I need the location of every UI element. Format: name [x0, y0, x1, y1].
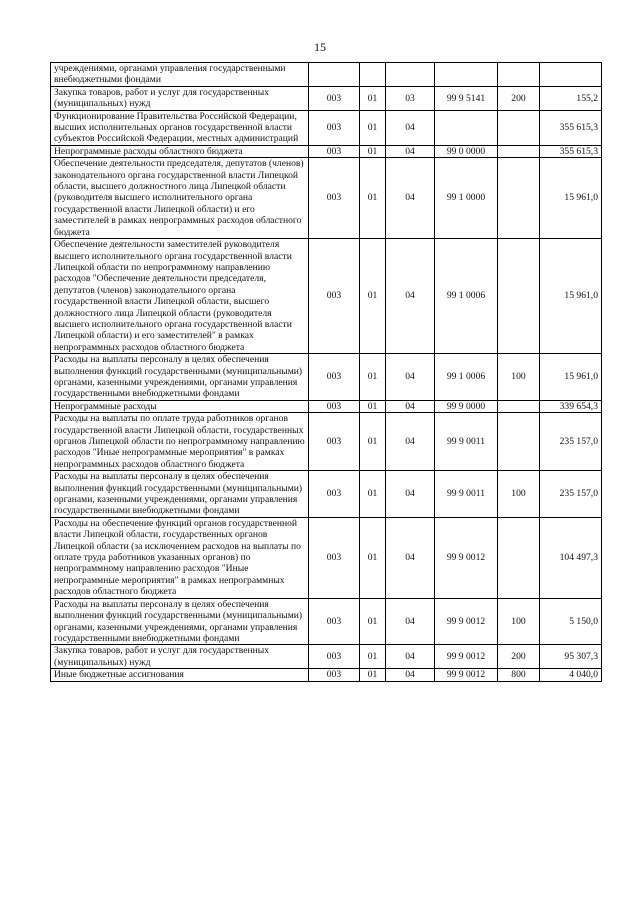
section-code-cell: 01	[360, 598, 386, 645]
subsection-code-cell: 04	[386, 400, 435, 412]
subsection-code-cell: 03	[386, 86, 435, 110]
table-row	[51, 86, 602, 110]
expense-type-cell: 800	[498, 669, 540, 681]
row-name-cell: Непрограммные расходы	[51, 400, 309, 412]
row-name-cell: Расходы на выплаты персоналу в целях обеспечения выполнения функций государственными (муниципальными) органами, казенными учреждениями, органами управления государственными внебюджетными фондами	[51, 471, 309, 518]
section-code-cell: 01	[360, 145, 386, 157]
row-name-cell: Закупка товаров, работ и услуг для государственных (муниципальных) нужд	[51, 645, 309, 669]
budget-table-body	[51, 63, 602, 682]
amount-cell: 15 961,0	[540, 354, 602, 401]
section-code-cell	[360, 63, 386, 87]
subsection-code-cell: 04	[386, 145, 435, 157]
section-code-cell: 01	[360, 239, 386, 354]
ministry-code-cell: 003	[309, 354, 360, 401]
target-article-cell: 99 9 5141	[435, 86, 498, 110]
table-row	[51, 645, 602, 669]
row-name-cell: Расходы на выплаты персоналу в целях обеспечения выполнения функций государственными (муниципальными) органами, казенными учреждениями, органами управления государственными внебюджетными фондами	[51, 598, 309, 645]
table-row	[51, 400, 602, 412]
amount-cell: 95 307,3	[540, 645, 602, 669]
expense-type-cell	[498, 517, 540, 598]
section-code-cell: 01	[360, 158, 386, 239]
subsection-code-cell: 04	[386, 471, 435, 518]
ministry-code-cell: 003	[309, 239, 360, 354]
expense-type-cell	[498, 110, 540, 145]
expense-type-cell: 100	[498, 354, 540, 401]
expense-type-cell	[498, 158, 540, 239]
row-name-cell: учреждениями, органами управления государственными внебюджетными фондами	[51, 63, 309, 87]
target-article-cell: 99 9 0012	[435, 517, 498, 598]
table-row	[51, 239, 602, 354]
target-article-cell	[435, 63, 498, 87]
section-code-cell: 01	[360, 645, 386, 669]
expense-type-cell: 100	[498, 471, 540, 518]
amount-cell: 155,2	[540, 86, 602, 110]
row-name-cell: Обеспечение деятельности председателя, депутатов (членов) законодательного органа государственной власти Липецкой области, высшего должностного лица Липецкой области (руководителя высшего исполнительного органа государственной власти Липецкой области) и его заместителей в рамках непрограммных расходов областного бюджета	[51, 158, 309, 239]
amount-cell: 235 157,0	[540, 471, 602, 518]
amount-cell: 15 961,0	[540, 239, 602, 354]
page-number: 15	[314, 40, 326, 54]
amount-cell: 5 150,0	[540, 598, 602, 645]
expense-type-cell	[498, 63, 540, 87]
ministry-code-cell: 003	[309, 517, 360, 598]
subsection-code-cell: 04	[386, 354, 435, 401]
ministry-code-cell: 003	[309, 598, 360, 645]
table-row	[51, 669, 602, 681]
table-row	[51, 413, 602, 471]
ministry-code-cell: 003	[309, 645, 360, 669]
section-code-cell: 01	[360, 86, 386, 110]
target-article-cell: 99 1 0006	[435, 239, 498, 354]
row-name-cell: Обеспечение деятельности заместителей руководителя высшего исполнительного органа государственной власти Липецкой области по непрограммному направлению расходов "Обеспечение деятельности председателя, депутатов (членов) законодательного органа государственной власти Липецкой области, высшего должностного лица Липецкой области (руководителя высшего исполнительного органа государственной власти Липецкой области) и его заместителей" в рамках непрограммных расходов областного бюджета	[51, 239, 309, 354]
subsection-code-cell: 04	[386, 158, 435, 239]
expense-type-cell	[498, 400, 540, 412]
budget-table	[50, 62, 602, 682]
ministry-code-cell: 003	[309, 400, 360, 412]
section-code-cell: 01	[360, 354, 386, 401]
ministry-code-cell: 003	[309, 158, 360, 239]
amount-cell: 339 654,3	[540, 400, 602, 412]
row-name-cell: Расходы на обеспечение функций органов государственной власти Липецкой области, государственных органов Липецкой области (за исключением расходов на выплаты по оплате труда работников указанных органов) по непрограммному направлению расходов "Иные непрограммные мероприятия" в рамках непрограммных расходов областного бюджета	[51, 517, 309, 598]
section-code-cell: 01	[360, 669, 386, 681]
expense-type-cell	[498, 413, 540, 471]
subsection-code-cell: 04	[386, 413, 435, 471]
expense-type-cell: 200	[498, 86, 540, 110]
expense-type-cell: 200	[498, 645, 540, 669]
amount-cell: 235 157,0	[540, 413, 602, 471]
table-row	[51, 110, 602, 145]
amount-cell	[540, 63, 602, 87]
target-article-cell: 99 9 0012	[435, 598, 498, 645]
amount-cell: 15 961,0	[540, 158, 602, 239]
row-name-cell: Расходы на выплаты персоналу в целях обеспечения выполнения функций государственными (муниципальными) органами, казенными учреждениями, органами управления государственными внебюджетными фондами	[51, 354, 309, 401]
subsection-code-cell: 04	[386, 645, 435, 669]
table-row	[51, 354, 602, 401]
section-code-cell: 01	[360, 517, 386, 598]
target-article-cell: 99 0 0000	[435, 145, 498, 157]
target-article-cell	[435, 110, 498, 145]
subsection-code-cell: 04	[386, 669, 435, 681]
amount-cell: 4 040,0	[540, 669, 602, 681]
ministry-code-cell: 003	[309, 86, 360, 110]
table-row	[51, 517, 602, 598]
target-article-cell: 99 9 0012	[435, 645, 498, 669]
amount-cell: 355 615,3	[540, 110, 602, 145]
target-article-cell: 99 1 0000	[435, 158, 498, 239]
subsection-code-cell: 04	[386, 239, 435, 354]
target-article-cell: 99 9 0012	[435, 669, 498, 681]
table-row	[51, 145, 602, 157]
section-code-cell: 01	[360, 400, 386, 412]
section-code-cell: 01	[360, 413, 386, 471]
expense-type-cell	[498, 239, 540, 354]
row-name-cell: Непрограммные расходы областного бюджета	[51, 145, 309, 157]
row-name-cell: Расходы на выплаты по оплате труда работников органов государственной власти Липецкой области, государственных органов Липецкой области по непрограммному направлению расходов "Иные непрограммные мероприятия" в рамках непрограммных расходов областного бюджета	[51, 413, 309, 471]
ministry-code-cell: 003	[309, 110, 360, 145]
section-code-cell: 01	[360, 110, 386, 145]
row-name-cell: Иные бюджетные ассигнования	[51, 669, 309, 681]
subsection-code-cell	[386, 63, 435, 87]
table-row	[51, 63, 602, 87]
ministry-code-cell: 003	[309, 145, 360, 157]
ministry-code-cell: 003	[309, 413, 360, 471]
subsection-code-cell: 04	[386, 110, 435, 145]
table-row	[51, 471, 602, 518]
amount-cell: 104 497,3	[540, 517, 602, 598]
subsection-code-cell: 04	[386, 598, 435, 645]
subsection-code-cell: 04	[386, 517, 435, 598]
row-name-cell: Закупка товаров, работ и услуг для государственных (муниципальных) нужд	[51, 86, 309, 110]
expense-type-cell	[498, 145, 540, 157]
table-row	[51, 158, 602, 239]
amount-cell: 355 615,3	[540, 145, 602, 157]
row-name-cell: Функционирование Правительства Российской Федерации, высших исполнительных органов государственной власти субъектов Российской Федерации, местных администраций	[51, 110, 309, 145]
section-code-cell: 01	[360, 471, 386, 518]
ministry-code-cell	[309, 63, 360, 87]
target-article-cell: 99 9 0011	[435, 413, 498, 471]
ministry-code-cell: 003	[309, 669, 360, 681]
expense-type-cell: 100	[498, 598, 540, 645]
target-article-cell: 99 9 0000	[435, 400, 498, 412]
table-row	[51, 598, 602, 645]
target-article-cell: 99 1 0006	[435, 354, 498, 401]
ministry-code-cell: 003	[309, 471, 360, 518]
target-article-cell: 99 9 0011	[435, 471, 498, 518]
